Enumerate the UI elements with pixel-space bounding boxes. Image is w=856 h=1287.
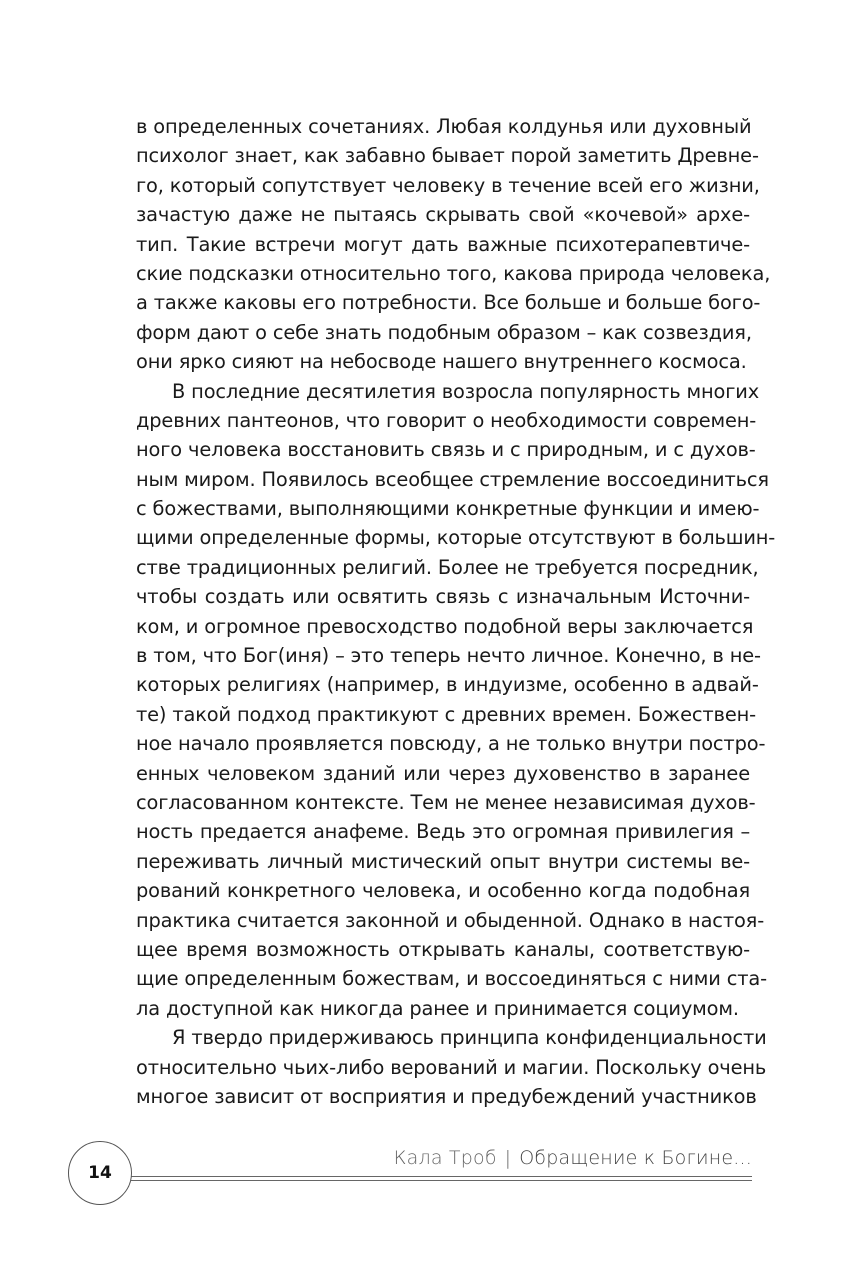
- text-line: чтобы создать или освятить связь с изначальным Источни-: [136, 585, 750, 609]
- text-line: ным миром. Появилось всеобщее стремление воссоединиться: [136, 467, 769, 491]
- text-line: ские подсказки относительно того, какова природа человека,: [136, 261, 771, 285]
- footer-rule-right: [484, 1176, 752, 1177]
- text-line: рований конкретного человека, и особенно когда подобная: [136, 879, 750, 903]
- running-head-separator: |: [504, 1147, 512, 1169]
- text-line: зачастую даже не пытаясь скрывать свой «кочевой» архе-: [136, 203, 750, 227]
- footer-rule-bottom: [130, 1180, 752, 1181]
- text-line: многое зависит от восприятия и предубеждений участников: [136, 1084, 757, 1108]
- text-line: психолог знает, как забавно бывает порой заметить Древне-: [136, 144, 759, 168]
- text-line: ком, и огромное превосходство подобной веры заключается: [136, 614, 754, 638]
- text-line: ное начало проявляется повсюду, а не только внутри постро-: [136, 732, 766, 756]
- page-body: [136, 112, 776, 1111]
- text-line: относительно чьих-либо верований и магии. Поскольку очень: [136, 1055, 767, 1079]
- running-head: [394, 1147, 752, 1169]
- text-line: ность предается анафеме. Ведь это огромная привилегия –: [136, 820, 750, 844]
- text-line: согласованном контексте. Тем не менее независимая духов-: [136, 790, 756, 814]
- text-line: те) такой подход практикуют с древних времен. Божествен-: [136, 702, 756, 726]
- text-line: форм дают о себе знать подобным образом – как созвездия,: [136, 320, 752, 344]
- text-line: в том, что Бог(иня) – это теперь нечто личное. Конечно, в не-: [136, 644, 761, 668]
- text-line: которых религиях (например, в индуизме, особенно в адвай-: [136, 673, 759, 697]
- running-head-author: Кала Троб: [393, 1147, 497, 1169]
- footer-rule-left: [130, 1176, 490, 1177]
- paragraph-end-line: они ярко сияют на небосводе нашего внутреннего космоса.: [136, 350, 747, 374]
- text-line: в определенных сочетаниях. Любая колдунья или духовный: [136, 115, 752, 138]
- text-line: тип. Такие встречи могут дать важные психотерапевтиче-: [136, 232, 750, 256]
- text-line: щими определенные формы, которые отсутствуют в большин-: [136, 526, 776, 550]
- text-line: ного человека восстановить связь и с природным, и с духов-: [136, 438, 756, 462]
- text-line: енных человеком зданий или через духовенство в заранее: [136, 761, 750, 785]
- paragraph-start-line: В последние десятилетия возросла популярность многих: [172, 379, 760, 403]
- text-line: стве традиционных религий. Более не требуется посредник,: [136, 555, 759, 579]
- page-number: 14: [68, 1141, 132, 1205]
- text-line: щее время возможность открывать каналы, соответствую-: [136, 937, 750, 961]
- text-line: го, который сопутствует человеку в течение всей его жизни,: [136, 173, 760, 197]
- text-line: с божествами, выполняющими конкретные функции и имею-: [136, 497, 760, 521]
- text-line: щие определенным божествам, и воссоединяться с ними ста-: [136, 967, 767, 991]
- paragraph-end-line: ла доступной как никогда ранее и принимается социумом.: [136, 996, 739, 1020]
- text-line: древних пантеонов, что говорит о необходимости современ-: [136, 408, 757, 432]
- text-line: переживать личный мистический опыт внутри системы ве-: [136, 849, 750, 873]
- text-line: а также каковы его потребности. Все больше и больше бого-: [136, 291, 761, 315]
- paragraph-start-line: Я твердо придерживаюсь принципа конфиденциальности: [172, 1026, 767, 1050]
- running-head-title: Обращение к Богине...: [519, 1147, 752, 1169]
- text-line: практика считается законной и обыденной. Однако в настоя-: [136, 908, 765, 932]
